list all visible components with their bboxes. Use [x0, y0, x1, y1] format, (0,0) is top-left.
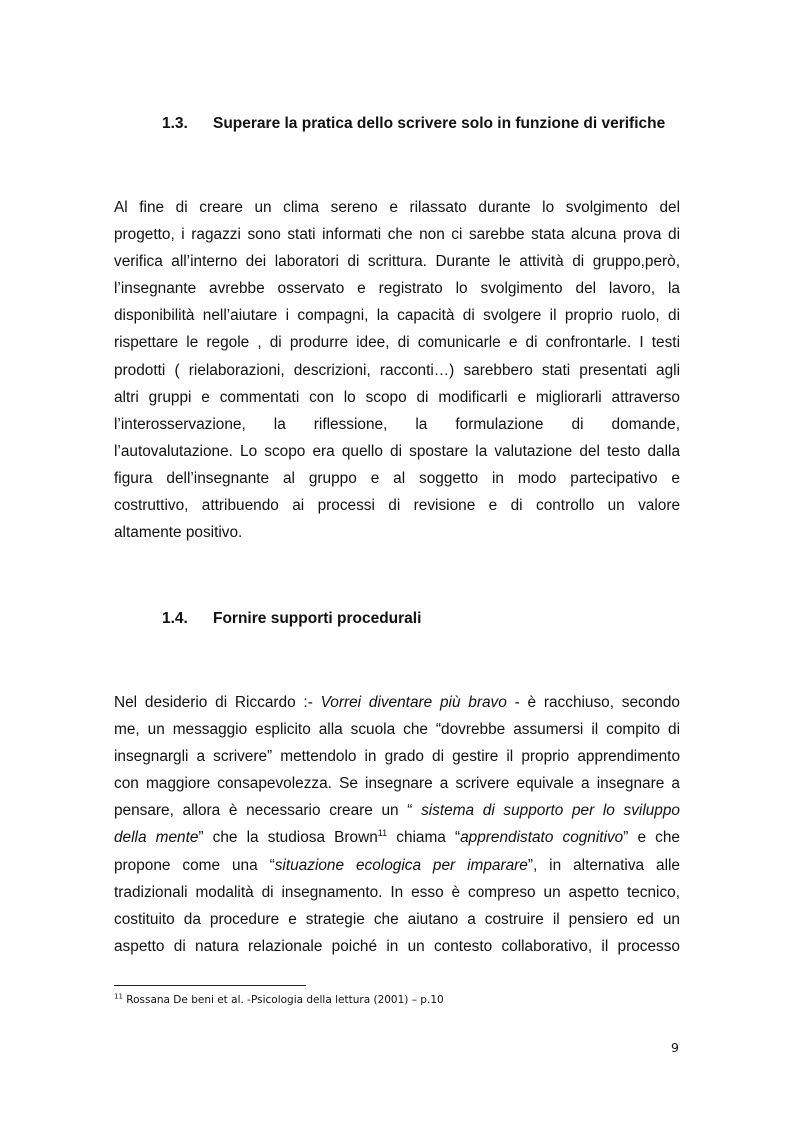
text-run: pensare, allora è necessario creare un “ [114, 802, 422, 820]
text-run: Nel desiderio di Riccardo :- [114, 694, 321, 711]
text-line: prodotti ( rielaborazioni, descrizioni, racconti…) sarebbero stati presentati agli [114, 361, 680, 379]
footnote-reference: 11 [377, 828, 388, 839]
quote-italic: Vorrei diventare più bravo [320, 694, 507, 711]
text-line: figura dell’insegnante al gruppo e al soggetto in modo partecipativo e [114, 469, 680, 487]
section-heading-1-3 [162, 114, 665, 134]
text-line [114, 824, 680, 851]
text-line: rispettare le regole , di produrre idee, di comunicarle e di confrontarle. I testi [114, 334, 680, 352]
text-line: costruttivo, attribuendo ai processi di revisione e di controllo un valore [114, 497, 680, 515]
footnote-text: Rossana De beni et al. -Psicologia della lettura (2001) – p.10 [122, 994, 444, 1006]
text-line: l’autovalutazione. Lo scopo era quello di spostare la valutazione del testo dalla [114, 442, 680, 460]
text-run: propone come una “ [114, 856, 275, 874]
quote-italic: della mente [114, 829, 199, 847]
text-run: - è racchiuso, secondo [506, 694, 680, 711]
text-line: costituito da procedure e strategie che aiutano a costruire il pensiero ed un [114, 910, 680, 928]
paragraph-1-3 [114, 194, 680, 546]
text-line: l’interosservazione, la riflessione, la formulazione di domande, [114, 415, 680, 433]
text-run: ”, in alternativa alle [527, 856, 680, 874]
footnote [114, 993, 444, 1007]
text-line [114, 797, 680, 824]
text-line: con maggiore consapevolezza. Se insegnare a scrivere equivale a insegnare a [114, 775, 680, 793]
text-line: insegnargli a scrivere” mettendolo in grado di gestire il proprio apprendimento [114, 748, 680, 766]
page-number: 9 [671, 1040, 679, 1055]
text-line: altri gruppi e commentati con lo scopo di modificarli e migliorarli attraverso [114, 388, 680, 406]
quote-italic: situazione ecologica per imparare [274, 856, 528, 874]
text-line: verifica all’interno dei laboratori di scrittura. Durante le attività di gruppo,però, [114, 253, 680, 271]
section-title: Fornire supporti procedurali [213, 610, 422, 627]
section-number: 1.4. [162, 610, 188, 627]
text-line: progetto, i ragazzi sono stati informati che non ci sarebbe stata alcuna prova di [114, 226, 680, 244]
text-line [114, 689, 680, 716]
text-line: aspetto di natura relazionale poiché in un contesto collaborativo, il processo [114, 937, 680, 955]
text-line [114, 852, 680, 879]
text-line: disponibilità nell’aiutare i compagni, la capacità di svolgere il proprio ruolo, di [114, 307, 680, 325]
section-number: 1.3. [162, 115, 188, 132]
quote-italic: sistema di supporto per lo sviluppo [421, 802, 680, 820]
section-title: Superare la pratica dello scrivere solo in funzione di verifiche [213, 115, 666, 132]
text-line: altamente positivo. [114, 524, 243, 542]
text-run: ” e che [623, 829, 680, 847]
footnote-marker: 11 [114, 992, 123, 1001]
text-line: tradizionali modalità di insegnamento. In esso è compreso un aspetto tecnico, [114, 883, 680, 901]
text-run: chiama “ [387, 829, 461, 847]
paragraph-1-4 [114, 689, 680, 960]
text-line: me, un messaggio esplicito alla scuola che “dovrebbe assumersi il compito di [114, 721, 680, 739]
section-heading-1-4 [162, 609, 421, 629]
text-line: Al fine di creare un clima sereno e rilassato durante lo svolgimento del [114, 199, 680, 216]
text-line: l’insegnante avrebbe osservato e registrato lo svolgimento del lavoro, la [114, 280, 680, 298]
text-run: ” che la studiosa Brown [198, 829, 378, 847]
footnote-separator [114, 985, 306, 986]
quote-italic: apprendistato cognitivo [460, 829, 624, 847]
